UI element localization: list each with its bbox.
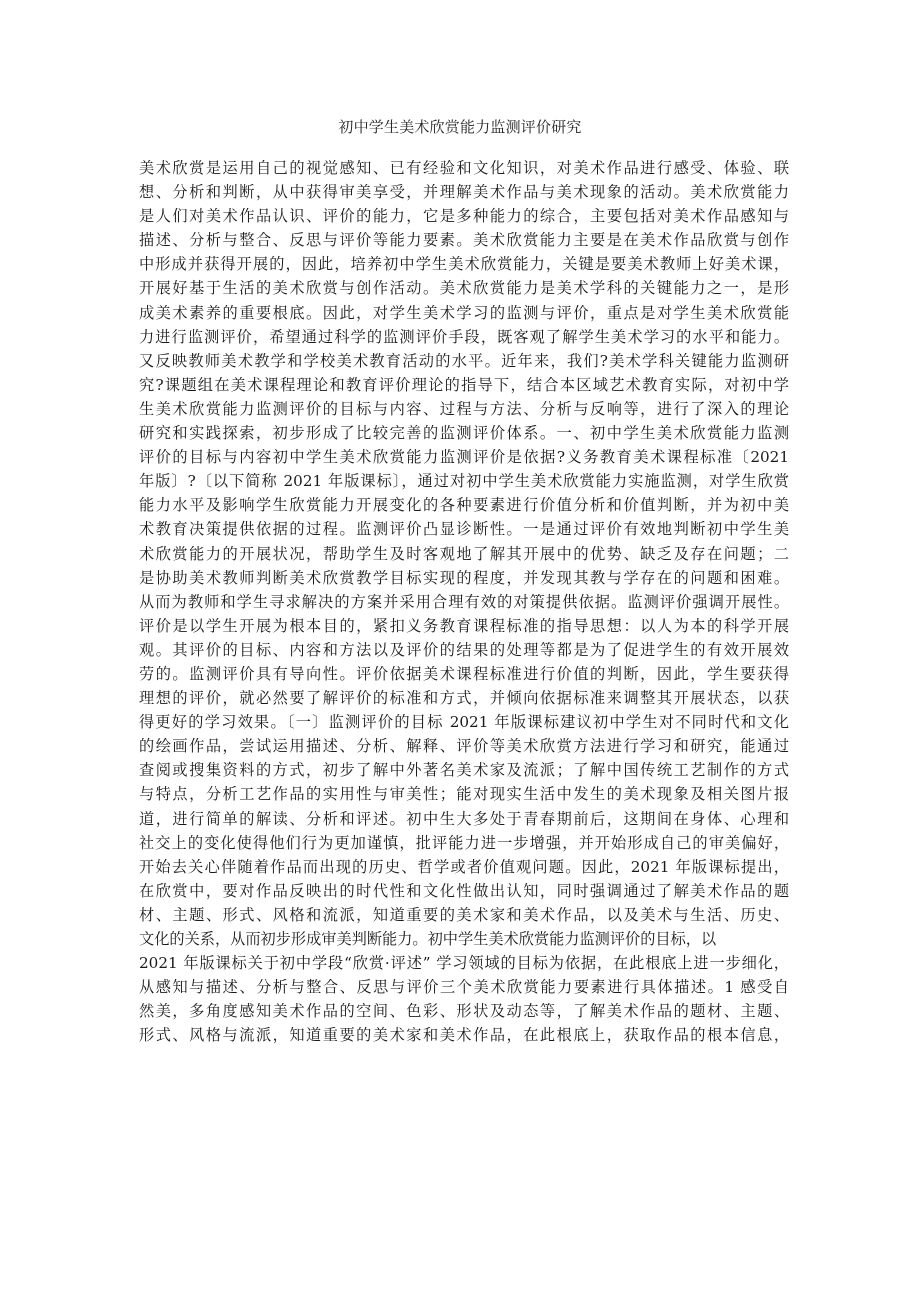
paragraph-line: 社交上的变化使得他们行为更加谨慎，批评能力进一步增强，并开始形成自己的审美偏好，	[139, 833, 789, 852]
paragraph-line: 研究和实践探索，初步形成了比较完善的监测评价体系。一、初中学生美术欣赏能力监测	[139, 424, 789, 443]
paragraph-line: 术欣赏能力的开展状况，帮助学生及时客观地了解其开展中的优势、缺乏及存在问题；二	[139, 544, 789, 563]
paragraph-line: 开始去关心伴随着作品而出现的历史、哲学或者价值观问题。因此，2021 年版课标提出，	[139, 857, 789, 876]
document-title: 初中学生美术欣赏能力监测评价研究	[338, 118, 582, 136]
paragraph-line: 开展好基于生活的美术欣赏与创作活动。美术欣赏能力是美术学科的关键能力之一，是形	[139, 279, 789, 298]
paragraph-line: 劳的。监测评价具有导向性。评价依据美术课程标准进行价值的判断，因此，学生要获得	[139, 664, 789, 683]
paragraph-line: 得更好的学习效果。〔一〕监测评价的目标 2021 年版课标建议初中学生对不同时代和文化	[139, 713, 789, 732]
paragraph-line: 描述、分析与整合、反思与评价等能力要素。美术欣赏能力主要是在美术作品欣赏与创作	[139, 231, 789, 250]
paragraph-line: 美术欣赏是运用自己的视觉感知、已有经验和文化知识，对美术作品进行感受、体验、联	[139, 159, 789, 177]
paragraph-line: 的绘画作品，尝试运用描述、分析、解释、评价等美术欣赏方法进行学习和研究，能通过	[139, 737, 789, 756]
paragraph-line: 理想的评价，就必然要了解评价的标准和方式，并倾向依据标准来调整其开展状态，以获	[139, 689, 789, 708]
paragraph-line: 观。其评价的目标、内容和方法以及评价的结果的处理等都是为了促进学生的有效开展效	[139, 640, 789, 659]
paragraph-line: 中形成并获得开展的，因此，培养初中学生美术欣赏能力，关键是要美术教师上好美术课，	[139, 255, 789, 274]
paragraph-line: 与特点，分析工艺作品的实用性与审美性；能对现实生活中发生的美术现象及相关图片报	[139, 785, 789, 804]
paragraph-line: 是协助美术教师判断美术欣赏教学目标实现的程度，并发现其教与学存在的问题和困难。	[139, 568, 789, 587]
paragraph-line: 能力水平及影响学生欣赏能力开展变化的各种要素进行价值分析和价值判断，并为初中美	[139, 496, 789, 515]
paragraph-line: 想、分析和判断，从中获得审美享受，并理解美术作品与美术现象的活动。美术欣赏能力	[139, 183, 789, 202]
paragraph-line: 在欣赏中，要对作品反映出的时代性和文化性做出认知，同时强调通过了解美术作品的题	[139, 881, 789, 900]
paragraph-line: 道，进行简单的解读、分析和评述。初中生大多处于青春期前后，这期间在身体、心理和	[139, 809, 789, 828]
paragraph-line: 从感知与描述、分析与整合、反思与评价三个美术欣赏能力要素进行具体描述。1 感受自	[139, 978, 789, 997]
paragraph-line: 是人们对美术作品认识、评价的能力，它是多种能力的综合，主要包括对美术作品感知与	[139, 207, 789, 226]
paragraph-line: 查阅或搜集资料的方式，初步了解中外著名美术家及流派；了解中国传统工艺制作的方式	[139, 761, 789, 780]
paragraph-line: 又反映教师美术教学和学校美术教育活动的水平。近年来，我们?美术学科关键能力监测研	[139, 351, 789, 370]
document-body	[139, 156, 789, 1047]
paragraph-line: 形式、风格与流派，知道重要的美术家和美术作品，在此根底上，获取作品的根本信息，	[139, 1026, 789, 1045]
paragraph-line: 成美术素养的重要根底。因此，对学生美术学习的监测与评价，重点是对学生美术欣赏能	[139, 303, 789, 322]
paragraph-line: 从而为教师和学生寻求解决的方案并采用合理有效的对策提供依据。监测评价强调开展性。	[139, 592, 789, 611]
paragraph-line: 力进行监测评价，希望通过科学的监测评价手段，既客观了解学生美术学习的水平和能力。	[139, 327, 789, 346]
paragraph-line: 究?课题组在美术课程理论和教育评价理论的指导下，结合本区域艺术教育实际，对初中学	[139, 375, 789, 394]
paragraph-line: 生美术欣赏能力监测评价的目标与内容、过程与方法、分析与反响等，进行了深入的理论	[139, 399, 789, 418]
paragraph-line: 评价是以学生开展为根本目的，紧扣义务教育课程标准的指导思想：以人为本的科学开展	[139, 616, 789, 635]
paragraph-line: 材、主题、形式、风格和流派，知道重要的美术家和美术作品，以及美术与生活、历史、	[139, 905, 789, 924]
paragraph-line: 年版〕?〔以下简称 2021 年版课标〕，通过对初中学生美术欣赏能力实施监测，对学生欣赏	[139, 472, 789, 491]
paragraph-line: 2021 年版课标关于初中学段“欣赏·评述” 学习领域的目标为依据，在此根底上进一步细化，	[139, 954, 789, 973]
paragraph-line: 评价的目标与内容初中学生美术欣赏能力监测评价是依据?义务教育美术课程标准〔2021	[139, 448, 789, 467]
paragraph-line: 然美，多角度感知美术作品的空间、色彩、形状及动态等，了解美术作品的题材、主题、	[139, 1002, 789, 1021]
paragraph-line: 术教育决策提供依据的过程。监测评价凸显诊断性。一是通过评价有效地判断初中学生美	[139, 520, 789, 539]
paragraph-line: 文化的关系，从而初步形成审美判断能力。初中学生美术欣赏能力监测评价的目标，以	[139, 930, 717, 948]
